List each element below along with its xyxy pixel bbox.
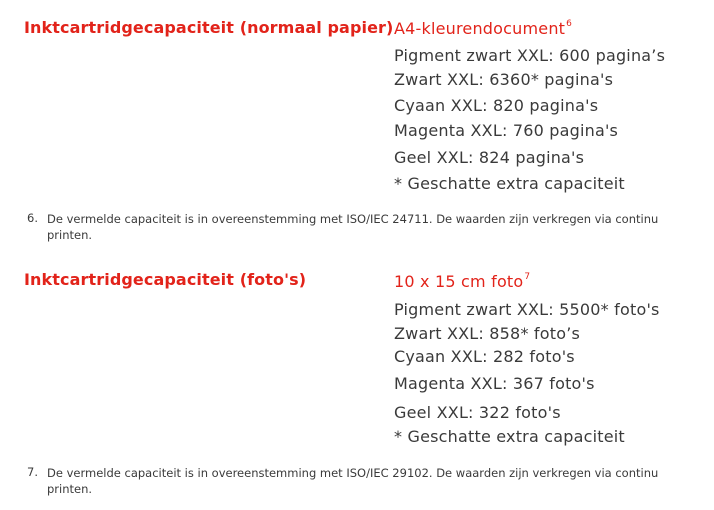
estimated-capacity-note: * Geschatte extra capaciteit [394, 174, 625, 193]
capacity-line-yellow: Geel XXL: 824 pagina's [394, 148, 585, 167]
footnote-reference: 7 [524, 272, 531, 282]
capacity-line-pigment-black: Pigment zwart XXL: 5500* foto's [394, 300, 660, 319]
footnote-number: 7. [27, 465, 38, 479]
capacity-line-magenta: Magenta XXL: 760 pagina's [394, 121, 619, 140]
footnote-text: De vermelde capaciteit is in overeenstemming met ISO/IEC 29102. De waarden zijn verkregen via continu printen. [47, 466, 659, 496]
section-heading-plain-paper: Inktcartridgecapaciteit (normaal papier) [24, 18, 394, 37]
subheading-text: A4-kleurendocument [394, 19, 566, 38]
section-subheading-a4-document [394, 19, 572, 38]
section-heading-photos: Inktcartridgecapaciteit (foto's) [24, 270, 307, 289]
footnote-number: 6. [27, 211, 38, 225]
capacity-line-cyan: Cyaan XXL: 282 foto's [394, 347, 575, 366]
capacity-line-black: Zwart XXL: 858* foto’s [394, 324, 581, 343]
capacity-line-pigment-black: Pigment zwart XXL: 600 pagina’s [394, 46, 666, 65]
footnote-text: De vermelde capaciteit is in overeenstemming met ISO/IEC 24711. De waarden zijn verkregen via continu printen. [47, 212, 659, 242]
footnote-reference: 6 [566, 19, 573, 29]
section-subheading-photo-size [394, 272, 530, 291]
capacity-line-cyan: Cyaan XXL: 820 pagina's [394, 96, 599, 115]
capacity-line-black: Zwart XXL: 6360* pagina's [394, 70, 614, 89]
capacity-line-magenta: Magenta XXL: 367 foto's [394, 374, 595, 393]
subheading-text: 10 x 15 cm foto [394, 272, 524, 291]
estimated-capacity-note: * Geschatte extra capaciteit [394, 427, 625, 446]
capacity-line-yellow: Geel XXL: 322 foto's [394, 403, 561, 422]
